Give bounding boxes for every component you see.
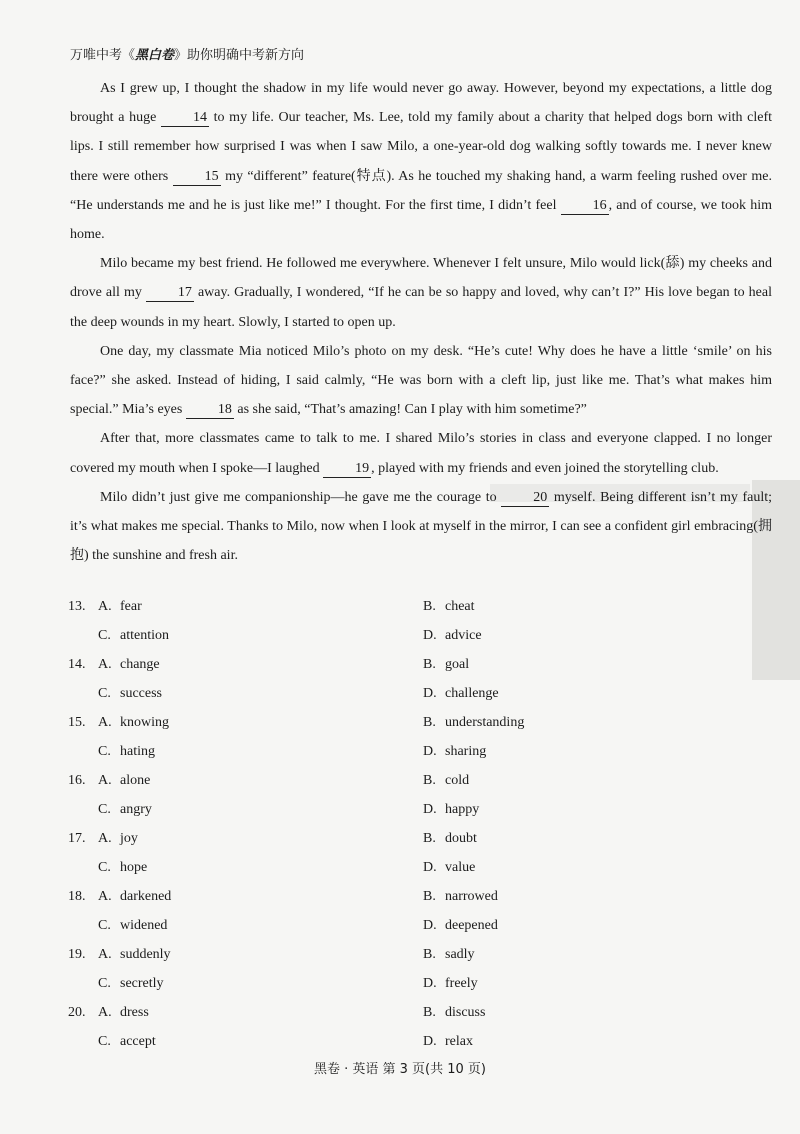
passage-paragraph [70, 74, 772, 249]
question-row [68, 766, 688, 795]
question-row [68, 911, 688, 940]
question-row [68, 1027, 688, 1056]
answer-option [98, 679, 162, 708]
option-letter: C. [98, 918, 111, 933]
option-letter: C. [98, 628, 111, 643]
option-letter: A. [98, 947, 112, 962]
question-number: 19. [68, 947, 86, 962]
answer-option [98, 621, 169, 650]
passage-text: One day, my classmate Mia noticed Milo’s photo on my desk. “He’s cute! Why does he have a little ‘smile’ on his face?” she asked. Instead of hiding, I said calmly, “He was born with a cleft lip, just like me. That’s what makes him special.” Mia’s eyes [70, 343, 772, 418]
question-number: 16. [68, 773, 86, 788]
question-number [68, 621, 98, 650]
option-letter: B. [423, 889, 436, 904]
option-text: sharing [445, 744, 487, 759]
answer-option [423, 911, 498, 940]
passage-text: away. Gradually, I wondered, “If he can be so happy and loved, why can’t I?” His love began to heal the deep wounds in my heart. Slowly, I started to open up. [70, 285, 772, 330]
answer-blank: 20 [501, 489, 549, 507]
passage-text: As I grew up, I thought the shadow in my life would never go away. However, beyond my expectations, a little dog brought a huge [70, 81, 772, 126]
question-row [68, 998, 688, 1027]
option-letter: D. [423, 802, 437, 817]
option-letter: A. [98, 599, 112, 614]
option-text: deepened [445, 918, 498, 933]
question-row [68, 824, 688, 853]
option-text: advice [445, 628, 482, 643]
answer-blank: 18 [186, 401, 234, 419]
answer-option [98, 969, 164, 998]
page-header [70, 44, 304, 63]
question-number [68, 969, 98, 998]
answer-option [98, 853, 147, 882]
option-letter: A. [98, 831, 112, 846]
option-text: challenge [445, 686, 499, 701]
option-text: relax [445, 1034, 473, 1049]
option-text: happy [445, 802, 480, 817]
header-emphasis: 黑白卷 [135, 48, 175, 63]
answer-option [98, 824, 138, 853]
question-row [68, 650, 688, 679]
answer-blank: 16 [561, 197, 609, 215]
question-row [68, 621, 688, 650]
answer-option [98, 650, 160, 679]
option-letter: B. [423, 599, 436, 614]
option-text: knowing [120, 715, 169, 730]
option-text: suddenly [120, 947, 171, 962]
question-number: 20. [68, 1005, 86, 1020]
option-text: change [120, 657, 160, 672]
question-row [68, 592, 688, 621]
question-row [68, 969, 688, 998]
page-footer: 黑卷 · 英语 第 3 页(共 10 页) [313, 1062, 486, 1077]
option-text: hating [120, 744, 155, 759]
option-text: fear [120, 599, 142, 614]
option-letter: C. [98, 686, 111, 701]
answer-option [423, 795, 479, 824]
passage-text: After that, more classmates came to talk to me. I shared Milo’s stories in class and everyone clapped. I no longer covered my mouth when I spoke—I laughed [70, 431, 772, 476]
answer-option [423, 969, 478, 998]
option-letter: B. [423, 831, 436, 846]
answer-option [98, 911, 167, 940]
option-letter: D. [423, 976, 437, 991]
option-letter: B. [423, 657, 436, 672]
question-number [68, 911, 98, 940]
option-letter: A. [98, 1005, 112, 1020]
option-text: discuss [445, 1005, 486, 1020]
passage-text: myself. Being different isn’t my fault; it’s what makes me special. Thanks to Milo, now when I look at myself in the mirror, I can see a confident girl embracing(拥抱) the sunshine and fresh air. [70, 489, 772, 564]
answer-option [423, 621, 482, 650]
answer-option [423, 766, 469, 795]
option-letter: C. [98, 1034, 111, 1049]
answer-option [423, 882, 498, 911]
question-row [68, 940, 688, 969]
option-text: darkened [120, 889, 172, 904]
passage-text: my “different” feature(特点). As he touched my shaking hand, a warm feeling rushed over me. “He understands me and he is just like me!” I thought. For the first time, I didn’t feel [70, 168, 772, 213]
answer-option [98, 795, 152, 824]
passage-text: Milo didn’t just give me companionship—he gave me the courage to [100, 489, 502, 505]
option-letter: C. [98, 802, 111, 817]
question-number [68, 853, 98, 882]
passage-text: to my life. Our teacher, Ms. Lee, told my family about a charity that helped dogs born with cleft lips. I still remember how surprised I was when I saw Milo, a one-year-old dog walking softly towards me. I never knew there were others [70, 110, 773, 184]
option-text: freely [445, 976, 478, 991]
reading-passage [70, 74, 772, 570]
passage-paragraph [70, 483, 772, 571]
option-letter: A. [98, 773, 112, 788]
answer-option [98, 592, 142, 621]
question-number: 17. [68, 831, 86, 846]
question-row [68, 708, 688, 737]
option-text: dress [120, 1005, 149, 1020]
question-row [68, 882, 688, 911]
passage-text: , played with my friends and even joined the storytelling club. [371, 460, 719, 476]
answer-option [423, 650, 469, 679]
question-row [68, 853, 688, 882]
option-text: hope [120, 860, 148, 875]
question-number [68, 1027, 98, 1056]
option-text: value [445, 860, 476, 875]
answer-option [423, 824, 477, 853]
option-text: accept [120, 1034, 156, 1049]
option-letter: A. [98, 889, 112, 904]
option-letter: C. [98, 976, 111, 991]
option-letter: D. [423, 918, 437, 933]
answer-option [423, 737, 486, 766]
option-text: understanding [445, 715, 525, 730]
option-text: attention [120, 628, 169, 643]
option-letter: B. [423, 773, 436, 788]
option-text: goal [445, 657, 470, 672]
option-text: doubt [445, 831, 477, 846]
answer-option [98, 998, 149, 1027]
option-text: cold [445, 773, 470, 788]
question-row [68, 679, 688, 708]
option-letter: D. [423, 686, 437, 701]
answer-option [98, 1027, 156, 1056]
answer-option [423, 708, 524, 737]
answer-option [98, 766, 150, 795]
option-letter: A. [98, 715, 112, 730]
passage-text: Milo became my best friend. He followed me everywhere. Whenever I felt unsure, Milo would lick(舔) my cheeks and drove all my [70, 256, 772, 301]
option-text: narrowed [445, 889, 498, 904]
passage-text: as she said, “That’s amazing! Can I play with him sometime?” [233, 402, 587, 418]
answer-option [423, 853, 475, 882]
option-text: sadly [445, 947, 475, 962]
question-number [68, 795, 98, 824]
passage-paragraph [70, 249, 772, 337]
question-number [68, 737, 98, 766]
option-letter: C. [98, 860, 111, 875]
option-text: joy [120, 831, 138, 846]
option-text: angry [120, 802, 152, 817]
option-letter: D. [423, 860, 437, 875]
passage-paragraph [70, 337, 772, 425]
question-number [68, 679, 98, 708]
option-text: cheat [445, 599, 475, 614]
answer-blank: 14 [161, 109, 209, 127]
answer-option [423, 940, 475, 969]
option-letter: B. [423, 715, 436, 730]
question-number: 13. [68, 599, 86, 614]
option-letter: B. [423, 1005, 436, 1020]
answer-option [98, 708, 169, 737]
answer-option [423, 592, 475, 621]
answer-option [423, 998, 485, 1027]
option-letter: D. [423, 628, 437, 643]
option-text: secretly [120, 976, 164, 991]
answer-blank: 15 [173, 168, 221, 186]
option-text: success [120, 686, 162, 701]
answer-option [423, 1027, 473, 1056]
header-prefix: 万唯中考《 [70, 48, 136, 63]
passage-paragraph [70, 424, 772, 482]
option-text: alone [120, 773, 151, 788]
question-number: 14. [68, 657, 86, 672]
option-letter: D. [423, 744, 437, 759]
option-letter: D. [423, 1034, 437, 1049]
option-letter: A. [98, 657, 112, 672]
question-row [68, 795, 688, 824]
answer-option [98, 737, 155, 766]
answer-blank: 17 [146, 284, 194, 302]
option-text: widened [120, 918, 168, 933]
question-list [68, 592, 688, 1056]
question-number: 15. [68, 715, 86, 730]
answer-blank: 19 [323, 460, 371, 478]
question-row [68, 737, 688, 766]
passage-text: , and of course, we took him home. [70, 197, 772, 243]
question-number: 18. [68, 889, 86, 904]
header-suffix: 》助你明确中考新方向 [174, 48, 305, 63]
answer-option [98, 882, 171, 911]
option-letter: B. [423, 947, 436, 962]
option-letter: C. [98, 744, 111, 759]
answer-option [98, 940, 171, 969]
answer-option [423, 679, 499, 708]
